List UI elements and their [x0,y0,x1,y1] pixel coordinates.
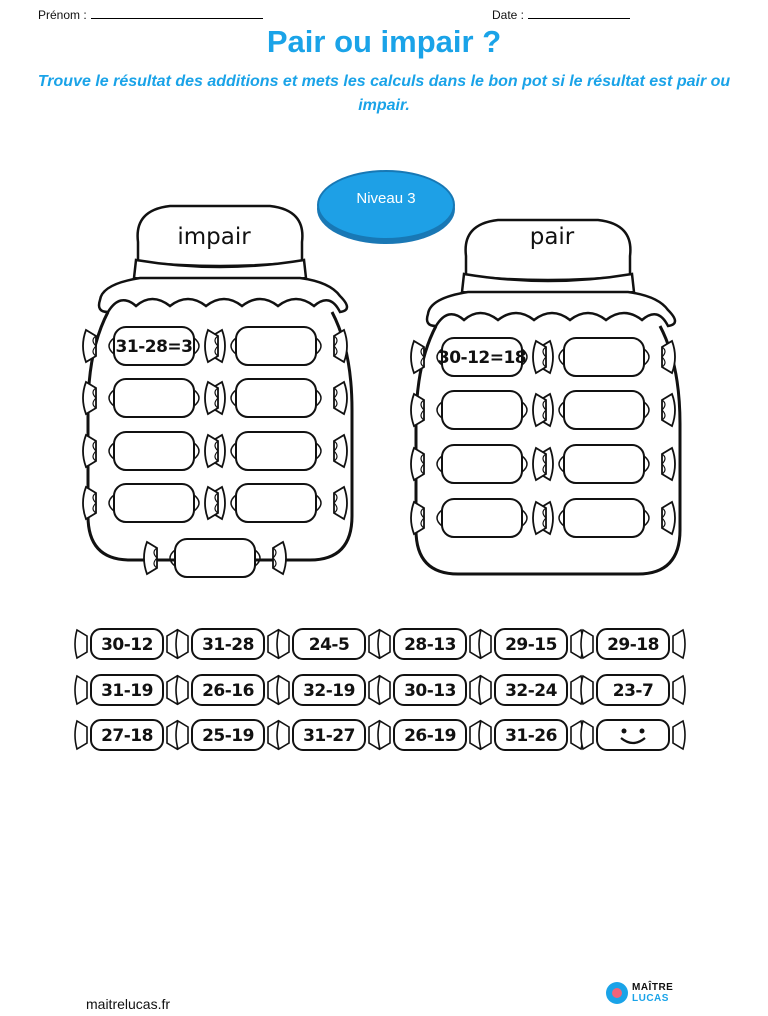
level-badge [317,170,455,240]
calc-text: 31-19 [101,681,153,701]
calc-text: 31-26 [505,726,557,746]
calc-text: 29-15 [505,635,557,655]
calc-text: 27-18 [101,726,153,746]
candy-odd-empty[interactable] [205,432,347,470]
calc-candy[interactable] [581,675,685,705]
calc-text: 24-5 [308,635,350,655]
logo-text-2: LUCAS [632,993,669,1004]
calc-candy[interactable] [378,675,482,705]
calc-candy[interactable] [479,675,583,705]
date-label: Date : [492,8,525,22]
calc-candy[interactable] [75,629,179,659]
calc-candy[interactable] [176,629,280,659]
candy-odd-empty[interactable] [83,432,225,470]
calc-text: 31-28 [202,635,254,655]
calc-candy[interactable] [479,629,583,659]
smiley-eye-icon [622,729,627,734]
smiley-eye-icon [640,729,645,734]
level-text: Niveau 3 [356,190,416,207]
candy-odd-empty[interactable] [205,327,347,365]
candy-odd-empty[interactable] [205,484,347,522]
jar-odd-label: impair [177,224,251,250]
calc-text: 31-27 [303,726,355,746]
candy-odd-empty[interactable] [83,379,225,417]
calc-text: 29-18 [607,635,659,655]
logo [606,980,686,1008]
candy-even-empty[interactable] [411,445,553,483]
candy-even-empty[interactable] [533,391,675,429]
candy-even-empty[interactable] [533,499,675,537]
smiley-candy [581,720,685,750]
jar-even-label: pair [529,224,575,250]
calc-candy[interactable] [581,629,685,659]
calc-text: 30-13 [404,681,456,701]
calc-candy[interactable] [378,629,482,659]
candy-even-empty[interactable] [533,445,675,483]
brain-icon [606,982,628,1004]
calc-candy[interactable] [277,675,381,705]
candy-even-empty[interactable] [411,391,553,429]
prenom-label: Prénom : [38,8,87,22]
logo-text-1: MAÎTRE [632,982,674,993]
calc-candy[interactable] [176,675,280,705]
candy-even-example-text: 30-12=18 [437,348,527,368]
calc-candy[interactable] [479,720,583,750]
calc-text: 30-12 [101,635,153,655]
calc-candy[interactable] [378,720,482,750]
candy-even-empty[interactable] [533,338,675,376]
candy-odd-example[interactable] [83,327,225,365]
candy-even-empty[interactable] [411,499,553,537]
calc-candy[interactable] [75,675,179,705]
calc-candy[interactable] [75,720,179,750]
calc-text: 28-13 [404,635,456,655]
calc-text: 32-19 [303,681,355,701]
calc-text: 26-19 [404,726,456,746]
calc-candy[interactable] [277,629,381,659]
calc-candy[interactable] [176,720,280,750]
calc-text: 32-24 [505,681,557,701]
calc-candies [75,629,685,750]
candy-odd-empty[interactable] [144,539,286,577]
instructions: Trouve le résultat des additions et mets les calculs dans le bon pot si le résultat est pair ou impair. [37,73,731,114]
page-title: Pair ou impair ? [266,24,502,59]
calc-text: 23-7 [612,681,654,701]
candy-odd-empty[interactable] [83,484,225,522]
candy-odd-empty[interactable] [205,379,347,417]
calc-candy[interactable] [277,720,381,750]
candy-odd-example-text: 31-28=3 [115,337,193,357]
calc-text: 25-19 [202,726,254,746]
candy-even-example[interactable] [411,338,553,376]
footer-site[interactable]: maitrelucas.fr [86,996,171,1012]
calc-text: 26-16 [202,681,254,701]
